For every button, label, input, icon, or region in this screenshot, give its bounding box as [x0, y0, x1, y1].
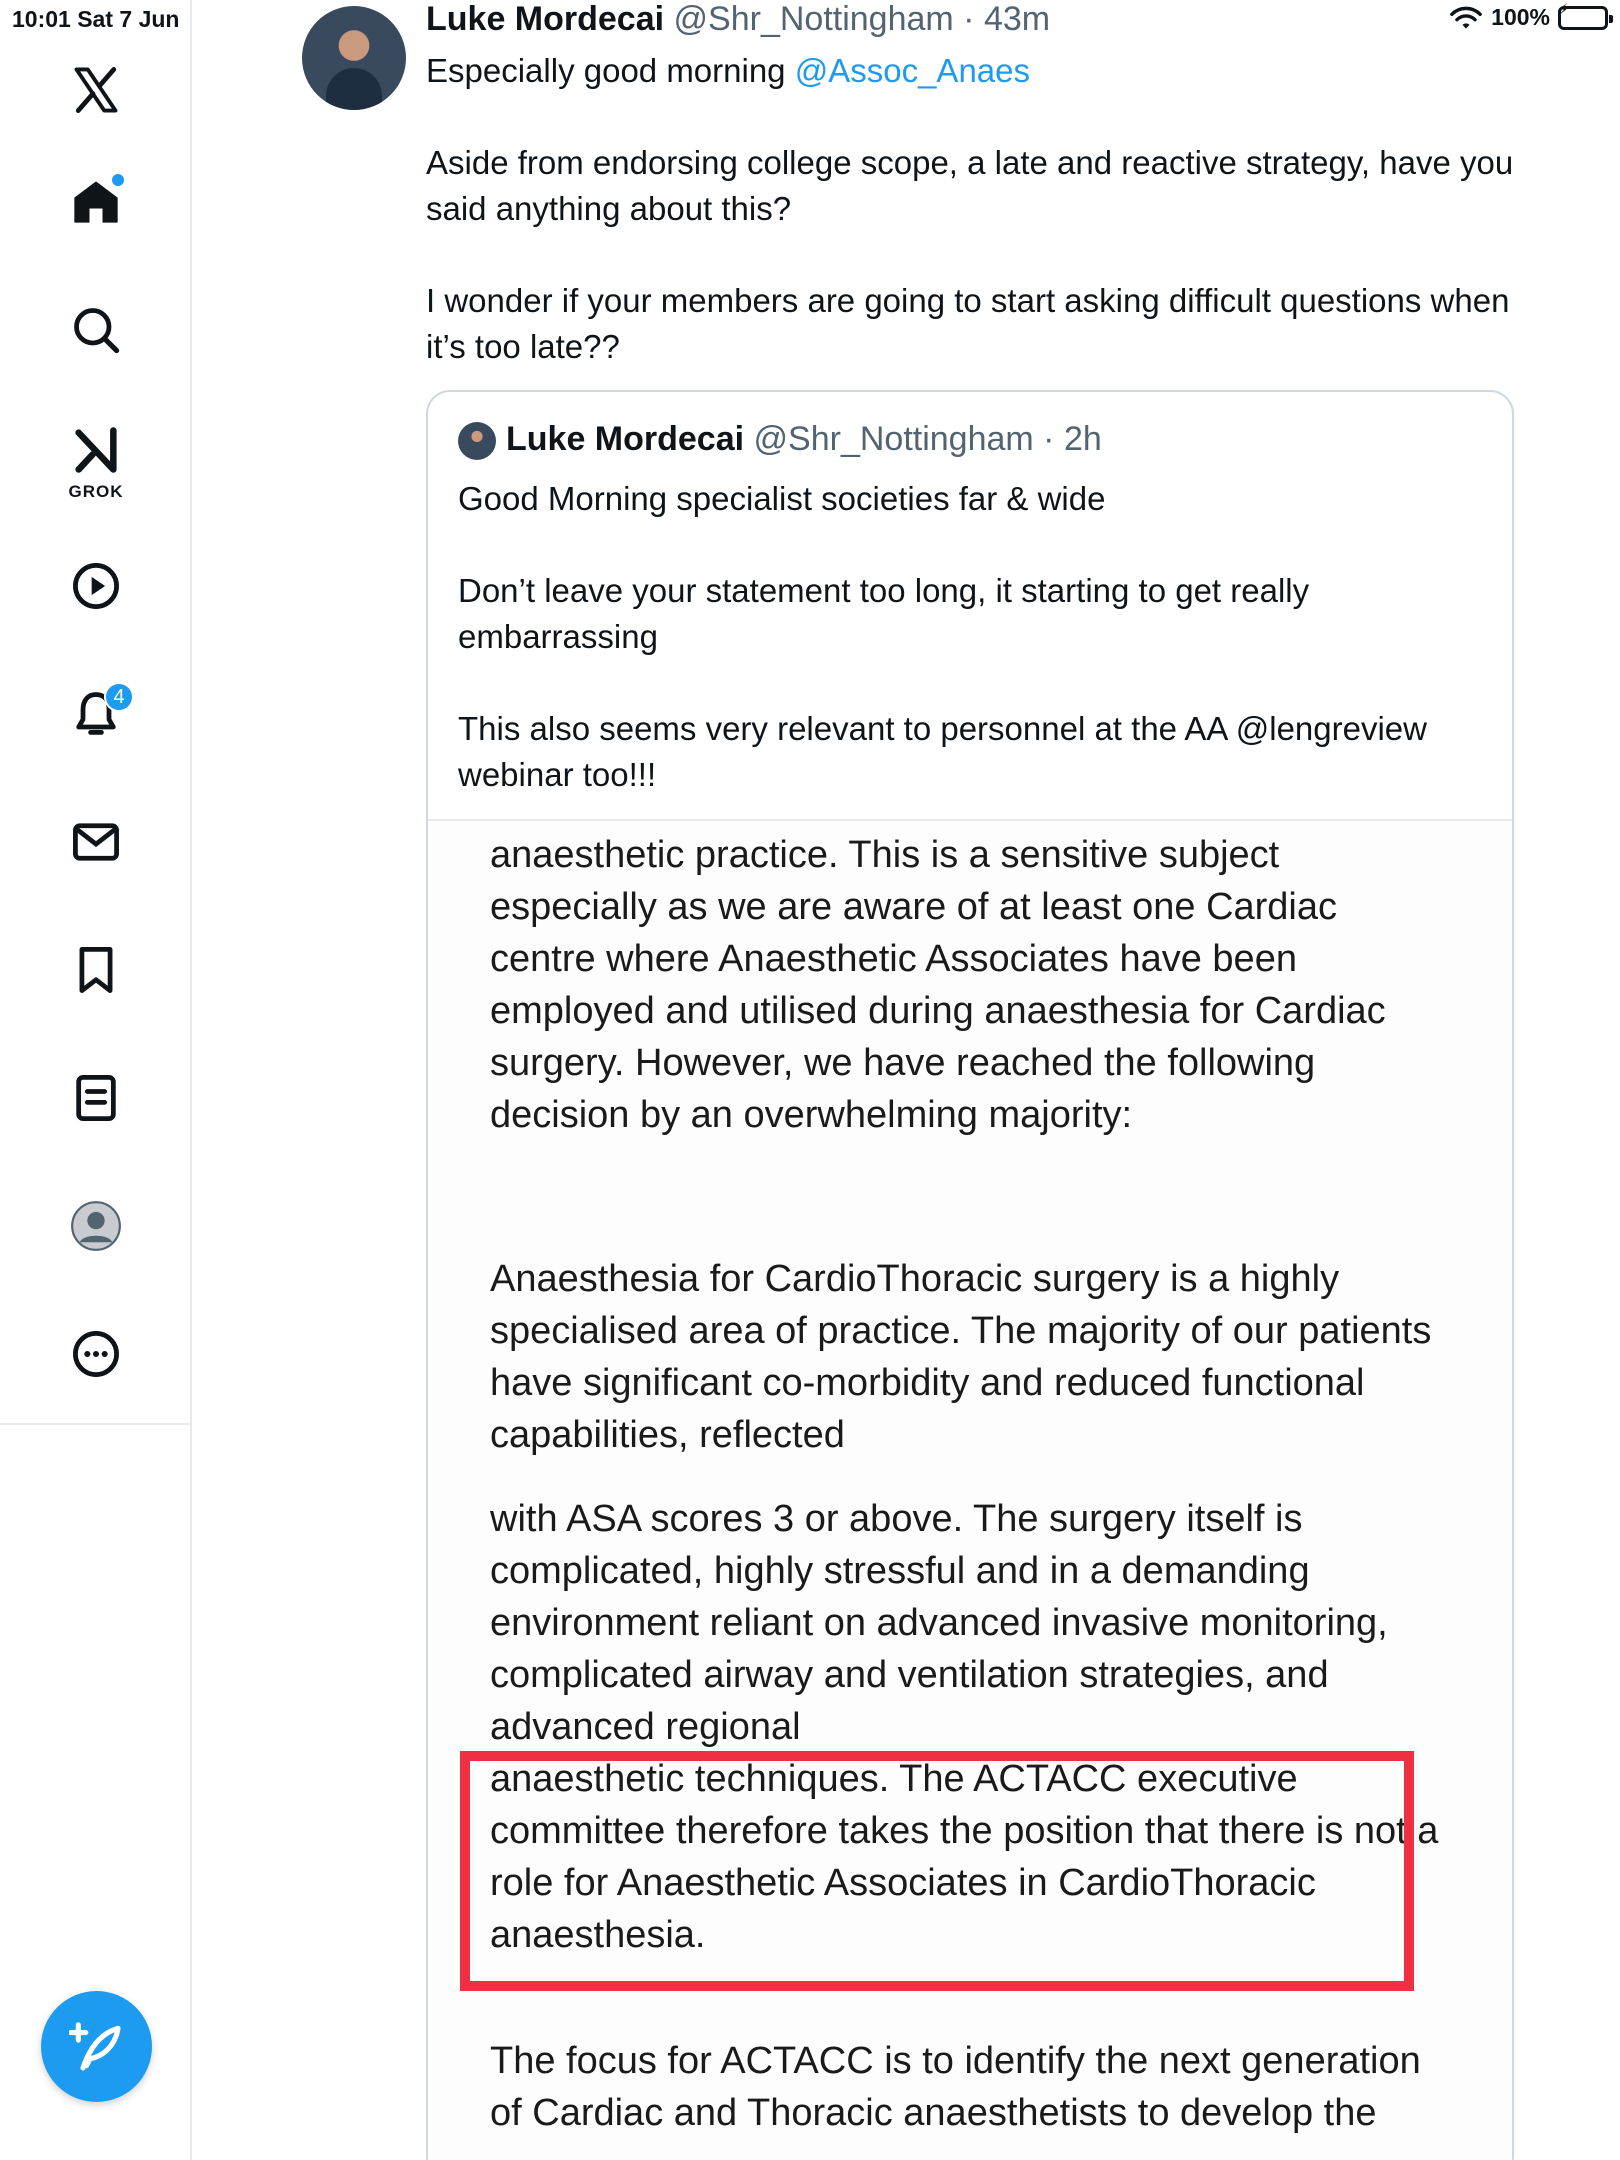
quoted-author-name[interactable]: Luke Mordecai — [506, 420, 745, 458]
nav-profile[interactable] — [46, 1176, 146, 1276]
attached-document-image[interactable] — [428, 821, 1512, 2160]
compose-feather-icon — [69, 2019, 125, 2075]
nav-more[interactable] — [46, 1304, 146, 1404]
tweet-text-para2: Aside from endorsing college scope, a late and reactive strategy, have you said anything about this? — [426, 144, 1514, 227]
document-para4-highlighted: anaesthetic techniques. The ACTACC executive committee therefore takes the position that there is not a role for Anaesthetic Associates in CardioThoracic anaesthesia. — [490, 1758, 1439, 1956]
quoted-author-avatar[interactable] — [458, 422, 496, 460]
grok-icon — [70, 424, 122, 476]
status-time: 10:01 Sat 7 Jun — [12, 6, 180, 32]
wifi-icon — [1449, 5, 1483, 31]
quoted-tweet[interactable] — [426, 390, 1514, 2160]
tweet-time[interactable]: 43m — [983, 0, 1051, 38]
quoted-author-handle[interactable]: @Shr_Nottingham — [753, 420, 1034, 458]
play-icon — [70, 560, 122, 612]
quoted-text-para3: This also seems very relevant to personnel at the AA @lengreview webinar too!!! — [458, 710, 1427, 793]
search-icon — [70, 304, 122, 356]
home-unread-dot — [112, 174, 124, 186]
profile-avatar-icon — [70, 1200, 122, 1252]
status-indicators — [1449, 1, 1608, 31]
author-avatar[interactable] — [302, 6, 406, 110]
bookmark-icon — [70, 944, 122, 996]
quoted-text-para2: Don’t leave your statement too long, it starting to get really embarrassing — [458, 572, 1310, 655]
mail-icon — [70, 816, 122, 868]
author-handle[interactable]: @Shr_Nottingham — [673, 0, 954, 38]
header-separator: · — [953, 0, 984, 38]
mention-link[interactable]: @Assoc_Anaes — [794, 52, 1031, 89]
battery-icon: ⚡ — [1558, 6, 1608, 30]
nav-explore[interactable] — [46, 280, 146, 380]
compose-post-button[interactable] — [41, 1991, 152, 2102]
quoted-header-separator: · — [1033, 420, 1064, 458]
notifications-badge: 4 — [104, 682, 134, 712]
tweet-text-line1 — [426, 48, 1516, 94]
document-para3: with ASA scores 3 or above. The surgery itself is complicated, highly stressful and in a demanding environment reliant on advanced invasive monitoring, complicated airway and ventilation strategies, and advanced regional — [490, 1498, 1388, 1748]
document-para2: Anaesthesia for CardioThoracic surgery is a highly specialised area of practice. The majority of our patients have significant co-morbidity and reduced functional capabilities, reflected — [490, 1258, 1432, 1456]
tweet-text-para3: I wonder if your members are going to start asking difficult questions when it’s too late?? — [426, 282, 1510, 365]
document-para5: The focus for ACTACC is to identify the next generation of Cardiac and Thoracic anaesthetists to develop the — [490, 2040, 1421, 2134]
nav-messages[interactable] — [46, 792, 146, 892]
red-highlight-box — [460, 1751, 1414, 1991]
quoted-tweet-header — [506, 420, 1102, 459]
nav-notifications[interactable] — [46, 664, 146, 764]
nav-bookmarks[interactable] — [46, 920, 146, 1020]
document-para1: anaesthetic practice. This is a sensitive subject especially as we are aware of at least one Cardiac centre where Anaesthetic Associates have been employed and utilised during anaesthesia for Cardiac surgery. However, we have reached the following decision by an overwhelming majority: — [490, 834, 1386, 1136]
nav-grok[interactable] — [46, 408, 146, 508]
grok-label: GROK — [68, 482, 124, 501]
author-name[interactable]: Luke Mordecai — [426, 0, 665, 38]
greeting-text: Especially good morning — [426, 52, 795, 89]
quoted-text-para1: Good Morning specialist societies far & wide — [458, 480, 1106, 517]
nav-lists[interactable] — [46, 1048, 146, 1148]
battery-percent: 100% — [1491, 4, 1550, 30]
sidebar — [0, 0, 192, 1425]
more-icon — [70, 1328, 122, 1380]
x-logo-icon[interactable] — [46, 40, 146, 140]
nav-home[interactable] — [46, 152, 146, 252]
nav-video[interactable] — [46, 536, 146, 636]
quoted-tweet-time[interactable]: 2h — [1063, 420, 1102, 458]
list-icon — [70, 1072, 122, 1124]
tweet-header — [426, 0, 1050, 39]
